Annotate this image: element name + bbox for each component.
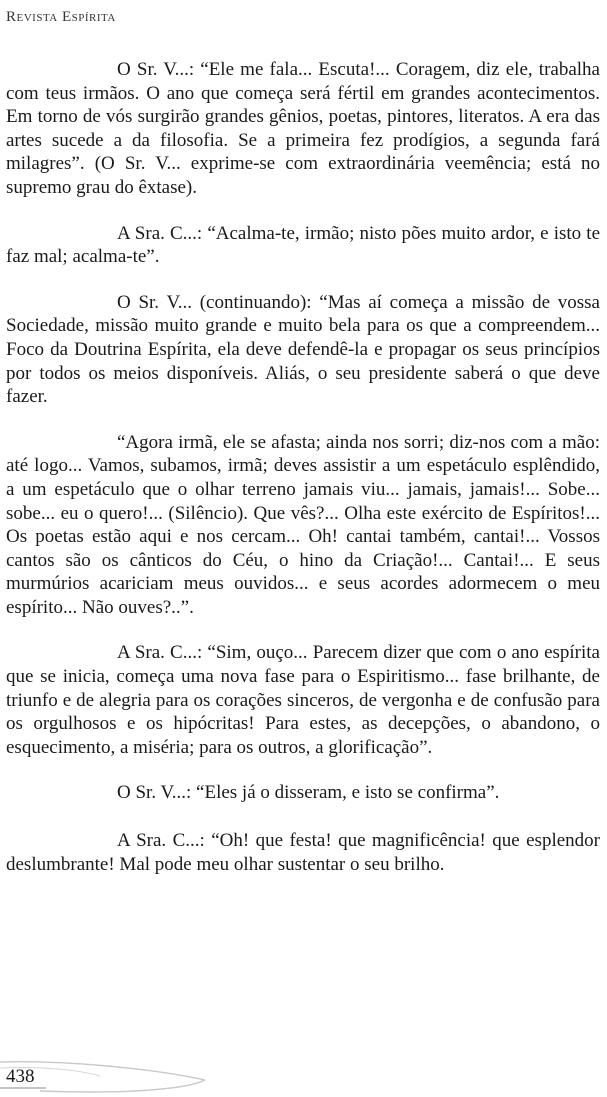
paragraph: A Sra. C...: “Sim, ouço... Parecem dizer que com o ano espírita que se inicia, começa uma nova fase para o Espiritismo... fase brilhante, de triunfo e de alegria para os corações sinceros, de vergonha e de confusão para os orgulhosos e os hipócritas! Para estes, as decepções, o abandono, o esquecimento, a miséria; para os outros, a glorificação”. [6,642,600,758]
paragraph: A Sra. C...: “Oh! que festa! que magnificência! que esplendor deslumbrante! Mal pode meu olhar sustentar o seu brilho. [6,830,600,875]
paragraph: “Agora irmã, ele se afasta; ainda nos sorri; diz-nos com a mão: até logo... Vamos, subamos, irmã; deves assistir a um espetáculo esplêndido, a um espetáculo que o olhar terreno jamais viu... jamais, jamais!... Sobe... sobe... eu o quero!... (Silêncio). Que vês?... Olha este exército de Espíritos!... Os poetas estão aqui e nos cercam... Oh! cantai também, cantai!... Vossos cantos são os cânticos do Céu, o hino da Criação!... Cantai!... E seus murmúrios acariciam meus ouvidos... e seus acordes adormecem o meu espírito... Não ouves?..”. [6,431,600,618]
paragraph: O Sr. V...: “Eles já o disseram, e isto se confirma”. [117,782,500,804]
swoosh-ornament-icon [0,1058,240,1097]
paragraph: O Sr. V... (continuando): “Mas aí começa a missão de vossa Sociedade, missão muito grande e muito bela para os que a compreendem... Foco da Doutrina Espírita, ela deve defendê-la e propagar os seus princípios por todos os meios disponíveis. Aliás, o seu presidente saberá o que deve fazer. [6,291,600,408]
footer-ornament [0,1058,607,1097]
page-number: 438 [6,1066,35,1087]
body-text [6,58,600,898]
running-header: Revista Espírita [6,9,116,25]
paragraph: A Sra. C...: “Acalma-te, irmão; nisto pões muito ardor, e isto te faz mal; acalma-te”. [6,222,600,268]
paragraph: O Sr. V...: “Ele me fala... Escuta!... Coragem, diz ele, trabalha com teus irmãos. O ano que começa será fértil em grandes acontecimentos. Em torno de vós surgirão grandes gênios, poetas, pintores, literatos. A era das artes sucede a da filosofia. Se a primeira fez prodígios, a segunda fará milagres”. (O Sr. V... exprime-se com extraordinária veemência; está no supremo grau do êxtase). [6,59,600,198]
